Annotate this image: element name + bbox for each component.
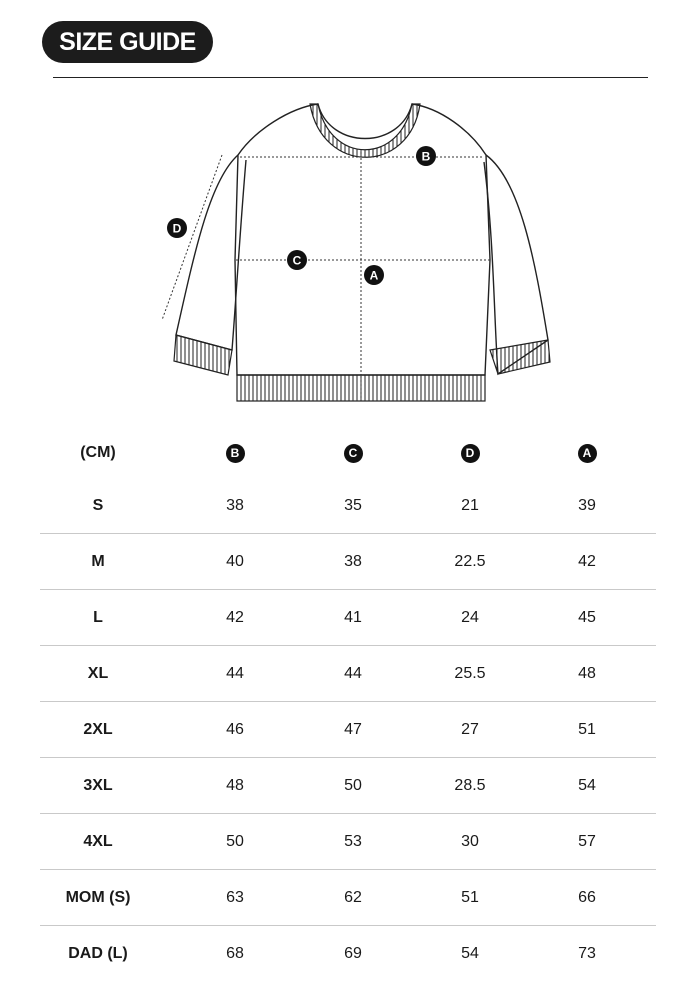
svg-text:C: C [292,253,302,268]
left-cuff [174,335,232,375]
measurement-cell: 63 [226,888,244,906]
measurement-cell: 38 [344,552,362,570]
svg-text:D: D [172,221,182,236]
label-a [364,265,384,285]
measure-line-d [162,155,222,320]
size-label: M [91,552,105,570]
size-label: 2XL [83,720,113,738]
measurement-cell: 68 [226,944,244,962]
measurement-cell: 40 [226,552,244,570]
table-row [40,590,656,646]
measurement-cell: 62 [344,888,362,906]
table-row [40,926,656,981]
title-divider [53,77,648,78]
table-row [40,478,656,534]
measurement-cell: 51 [461,888,479,906]
right-cuff [490,340,550,374]
measurement-cell: 57 [578,832,596,850]
table-row [40,758,656,814]
table-row [40,702,656,758]
measurement-cell: 25.5 [454,664,486,682]
table-body [40,478,656,981]
sweatshirt-diagram [150,95,560,410]
page-title: SIZE GUIDE [42,21,213,63]
measurement-cell: 30 [461,832,479,850]
measurement-cell: 35 [344,496,362,514]
label-b [416,146,436,166]
measurement-cell: 21 [461,496,479,514]
label-d [167,218,187,238]
table-row [40,534,656,590]
size-label: MOM (S) [65,888,131,906]
measurement-cell: 50 [226,832,244,850]
measurement-cell: 44 [226,664,244,682]
measurement-cell: 22.5 [454,552,486,570]
measurement-cell: 50 [344,776,362,794]
measurement-cell: 54 [578,776,596,794]
column-header-a: A [578,444,597,463]
measurement-cell: 69 [344,944,362,962]
size-label: L [93,608,103,626]
measurement-cell: 47 [344,720,362,738]
label-c [287,250,307,270]
measurement-cell: 42 [578,552,596,570]
svg-text:B: B [421,149,431,164]
measurement-cell: 48 [578,664,596,682]
measurement-cell: 66 [578,888,596,906]
measurement-cell: 46 [226,720,244,738]
measurement-cell: 48 [226,776,244,794]
column-header-d: D [461,444,480,463]
table-header-row [40,428,656,478]
size-label: 3XL [83,776,113,794]
measurement-cell: 51 [578,720,596,738]
svg-text:A: A [369,268,379,283]
size-label: 4XL [83,832,113,850]
measurement-cell: 27 [461,720,479,738]
garment-outline [235,104,490,375]
table-row [40,646,656,702]
column-header-c: C [344,444,363,463]
measurement-cell: 28.5 [454,776,486,794]
measurement-cell: 73 [578,944,596,962]
measurement-cell: 41 [344,608,362,626]
measurement-cell: 24 [461,608,479,626]
measurement-cell: 54 [461,944,479,962]
collar-rib [310,104,420,157]
measurement-cell: 44 [344,664,362,682]
size-label: DAD (L) [68,944,128,962]
measurement-cell: 38 [226,496,244,514]
column-header-b: B [226,444,245,463]
unit-label: (CM) [80,444,116,461]
measurement-cell: 42 [226,608,244,626]
size-label: S [92,496,104,514]
measurement-cell: 53 [344,832,362,850]
table-row [40,814,656,870]
measurement-cell: 39 [578,496,596,514]
size-label: XL [87,664,109,682]
measurement-cell: 45 [578,608,596,626]
size-table [40,428,656,981]
table-row [40,870,656,926]
